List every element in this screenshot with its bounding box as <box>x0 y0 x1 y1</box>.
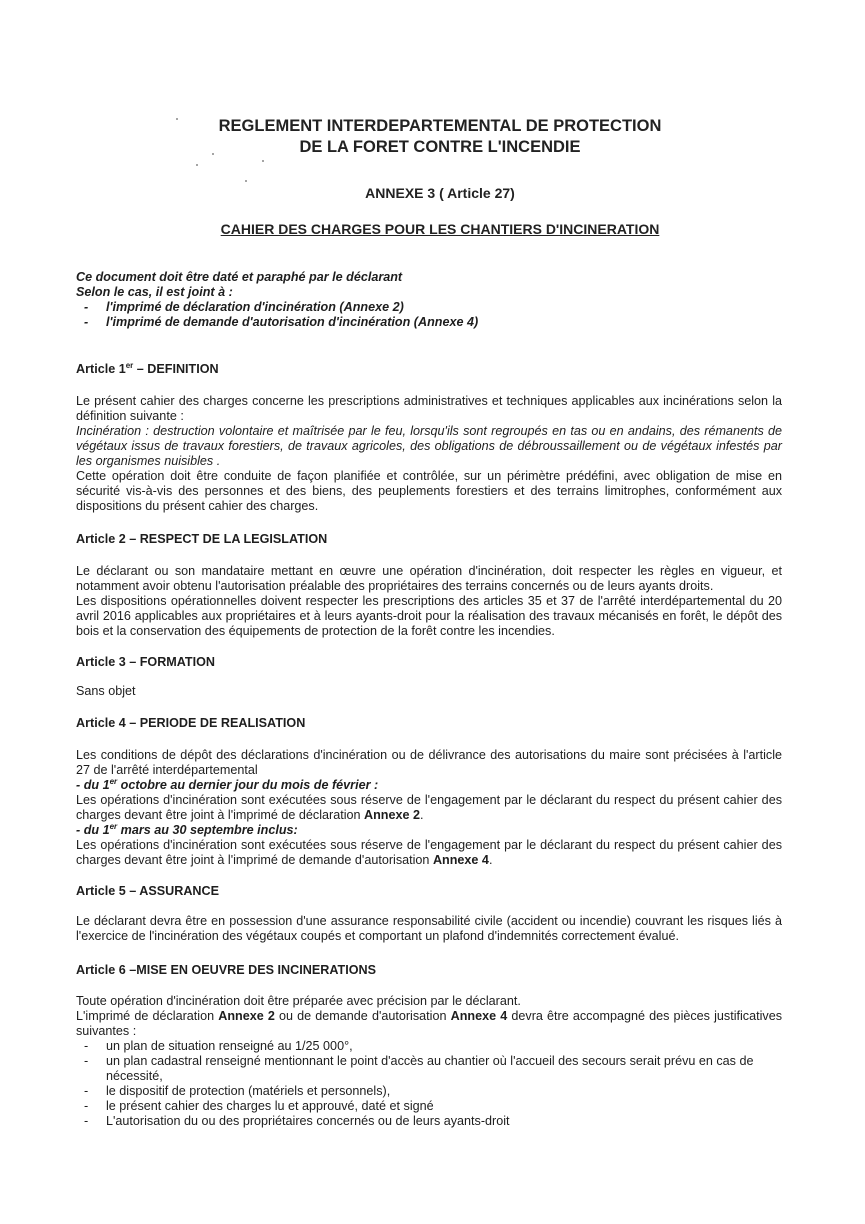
cahier-heading: CAHIER DES CHARGES POUR LES CHANTIERS D'INCINERATION <box>220 221 660 237</box>
article1-paragraph: Le présent cahier des charges concerne les prescriptions administratives et techniques applicables aux incinérations selon la définition suivante : <box>76 394 782 423</box>
article5-body <box>76 914 782 944</box>
scan-speck <box>196 164 198 166</box>
article6-paragraph: L'imprimé de déclaration Annexe 2 ou de demande d'autorisation Annexe 4 devra être accompagné des pièces justificatives suivantes : <box>76 1009 782 1038</box>
intro-list-item: - l'imprimé de déclaration d'incinération (Annexe 2) <box>76 300 782 315</box>
article5-heading: Article 5 – ASSURANCE <box>76 884 220 898</box>
article3-body <box>76 684 782 699</box>
article6-heading: Article 6 –MISE EN OEUVRE DES INCINERATIONS <box>76 963 376 977</box>
article6-body <box>76 994 782 1129</box>
intro-line1: Ce document doit être daté et paraphé par le déclarant <box>76 270 403 284</box>
period2-label: - du 1er mars au 30 septembre inclus: <box>76 821 298 837</box>
article2-paragraph: Le déclarant ou son mandataire mettant en œuvre une opération d'incinération, doit respecter les règles en vigueur, et notamment avoir obtenu l'autorisation préalable des propriétaires des terrains concernés ou de leurs ayants droits. <box>76 564 782 593</box>
article4-paragraph: Les conditions de dépôt des déclarations d'incinération ou de délivrance des autorisations du maire sont précisées à l'article 27 de l'arrêté interdépartemental <box>76 748 782 777</box>
justificatif-item: - L'autorisation du ou des propriétaires concernés ou de leurs ayants-droit <box>76 1114 782 1129</box>
document-title-line1: REGLEMENT INTERDEPARTEMENTAL DE PROTECTION <box>218 117 662 135</box>
article2-body <box>76 564 782 639</box>
annexe-heading: ANNEXE 3 ( Article 27) <box>365 185 515 201</box>
article1-body <box>76 394 782 514</box>
justificatif-item: - un plan cadastral renseigné mentionnant le point d'accès au chantier où l'accueil des secours serait prévu en cas de nécessité, <box>76 1054 782 1084</box>
article3-heading: Article 3 – FORMATION <box>76 655 216 669</box>
document-title-line2: DE LA FORET CONTRE L'INCENDIE <box>299 138 581 156</box>
article3-paragraph: Sans objet <box>76 684 136 698</box>
intro-list <box>76 300 782 330</box>
article1-paragraph: Cette opération doit être conduite de façon planifiée et contrôlée, sur un périmètre prédéfini, avec obligation de mise en sécurité vis-à-vis des personnes et des biens, des peuplements forestiers et des terrains limitrophes, conformément aux dispositions du présent cahier des charges. <box>76 469 782 513</box>
justificatifs-list <box>76 1039 782 1129</box>
article4-heading: Article 4 – PERIODE DE REALISATION <box>76 716 306 730</box>
article4-body <box>76 748 782 868</box>
article6-paragraph: Toute opération d'incinération doit être préparée avec précision par le déclarant. <box>76 994 521 1008</box>
intro-line2: Selon le cas, il est joint à : <box>76 285 233 299</box>
article2-paragraph: Les dispositions opérationnelles doivent respecter les prescriptions des articles 35 et 37 de l'arrêté interdépartemental du 20 avril 2016 applicables aux propriétaires et à leurs ayants-droit pour la réalisation des travaux mécanisés en forêt, le dépôt des bois et la conservation des équipements de protection de la forêt contre les incendies. <box>76 594 782 638</box>
article1-definition: Incinération : destruction volontaire et maîtrisée par le feu, lorsqu'ils sont regroupés en tas ou en andains, des rémanents de végétaux issus de travaux forestiers, de travaux agricoles, des obligations de débroussaillement ou de végétaux infestés par les organismes nuisibles . <box>76 424 782 468</box>
article4-paragraph: Les opérations d'incinération sont exécutées sous réserve de l'engagement par le déclarant du respect du présent cahier des charges devant être joint à l'imprimé de demande d'autorisation Annexe 4. <box>76 838 782 867</box>
article2-heading: Article 2 – RESPECT DE LA LEGISLATION <box>76 532 328 546</box>
justificatif-item: - le dispositif de protection (matériels et personnels), <box>76 1084 782 1099</box>
article4-paragraph: Les opérations d'incinération sont exécutées sous réserve de l'engagement par le déclarant du respect du présent cahier des charges devant être joint à l'imprimé de déclaration Annexe 2. <box>76 793 782 822</box>
period1-label: - du 1er octobre au dernier jour du mois de février : <box>76 776 379 792</box>
scan-speck <box>262 160 264 162</box>
intro-list-item: - l'imprimé de demande d'autorisation d'incinération (Annexe 4) <box>76 315 782 330</box>
justificatif-item: - le présent cahier des charges lu et approuvé, daté et signé <box>76 1099 782 1114</box>
intro-block <box>76 270 782 330</box>
article1-heading: Article 1er – DEFINITION <box>76 360 219 376</box>
justificatif-item: - un plan de situation renseigné au 1/25 000°, <box>76 1039 782 1054</box>
article5-paragraph: Le déclarant devra être en possession d'une assurance responsabilité civile (accident ou incendie) couvrant les risques liés à l'exercice de l'incinération des végétaux coupés et comportant un plafond d'indemnités correctement évalué. <box>76 914 782 943</box>
scan-speck <box>245 180 247 182</box>
